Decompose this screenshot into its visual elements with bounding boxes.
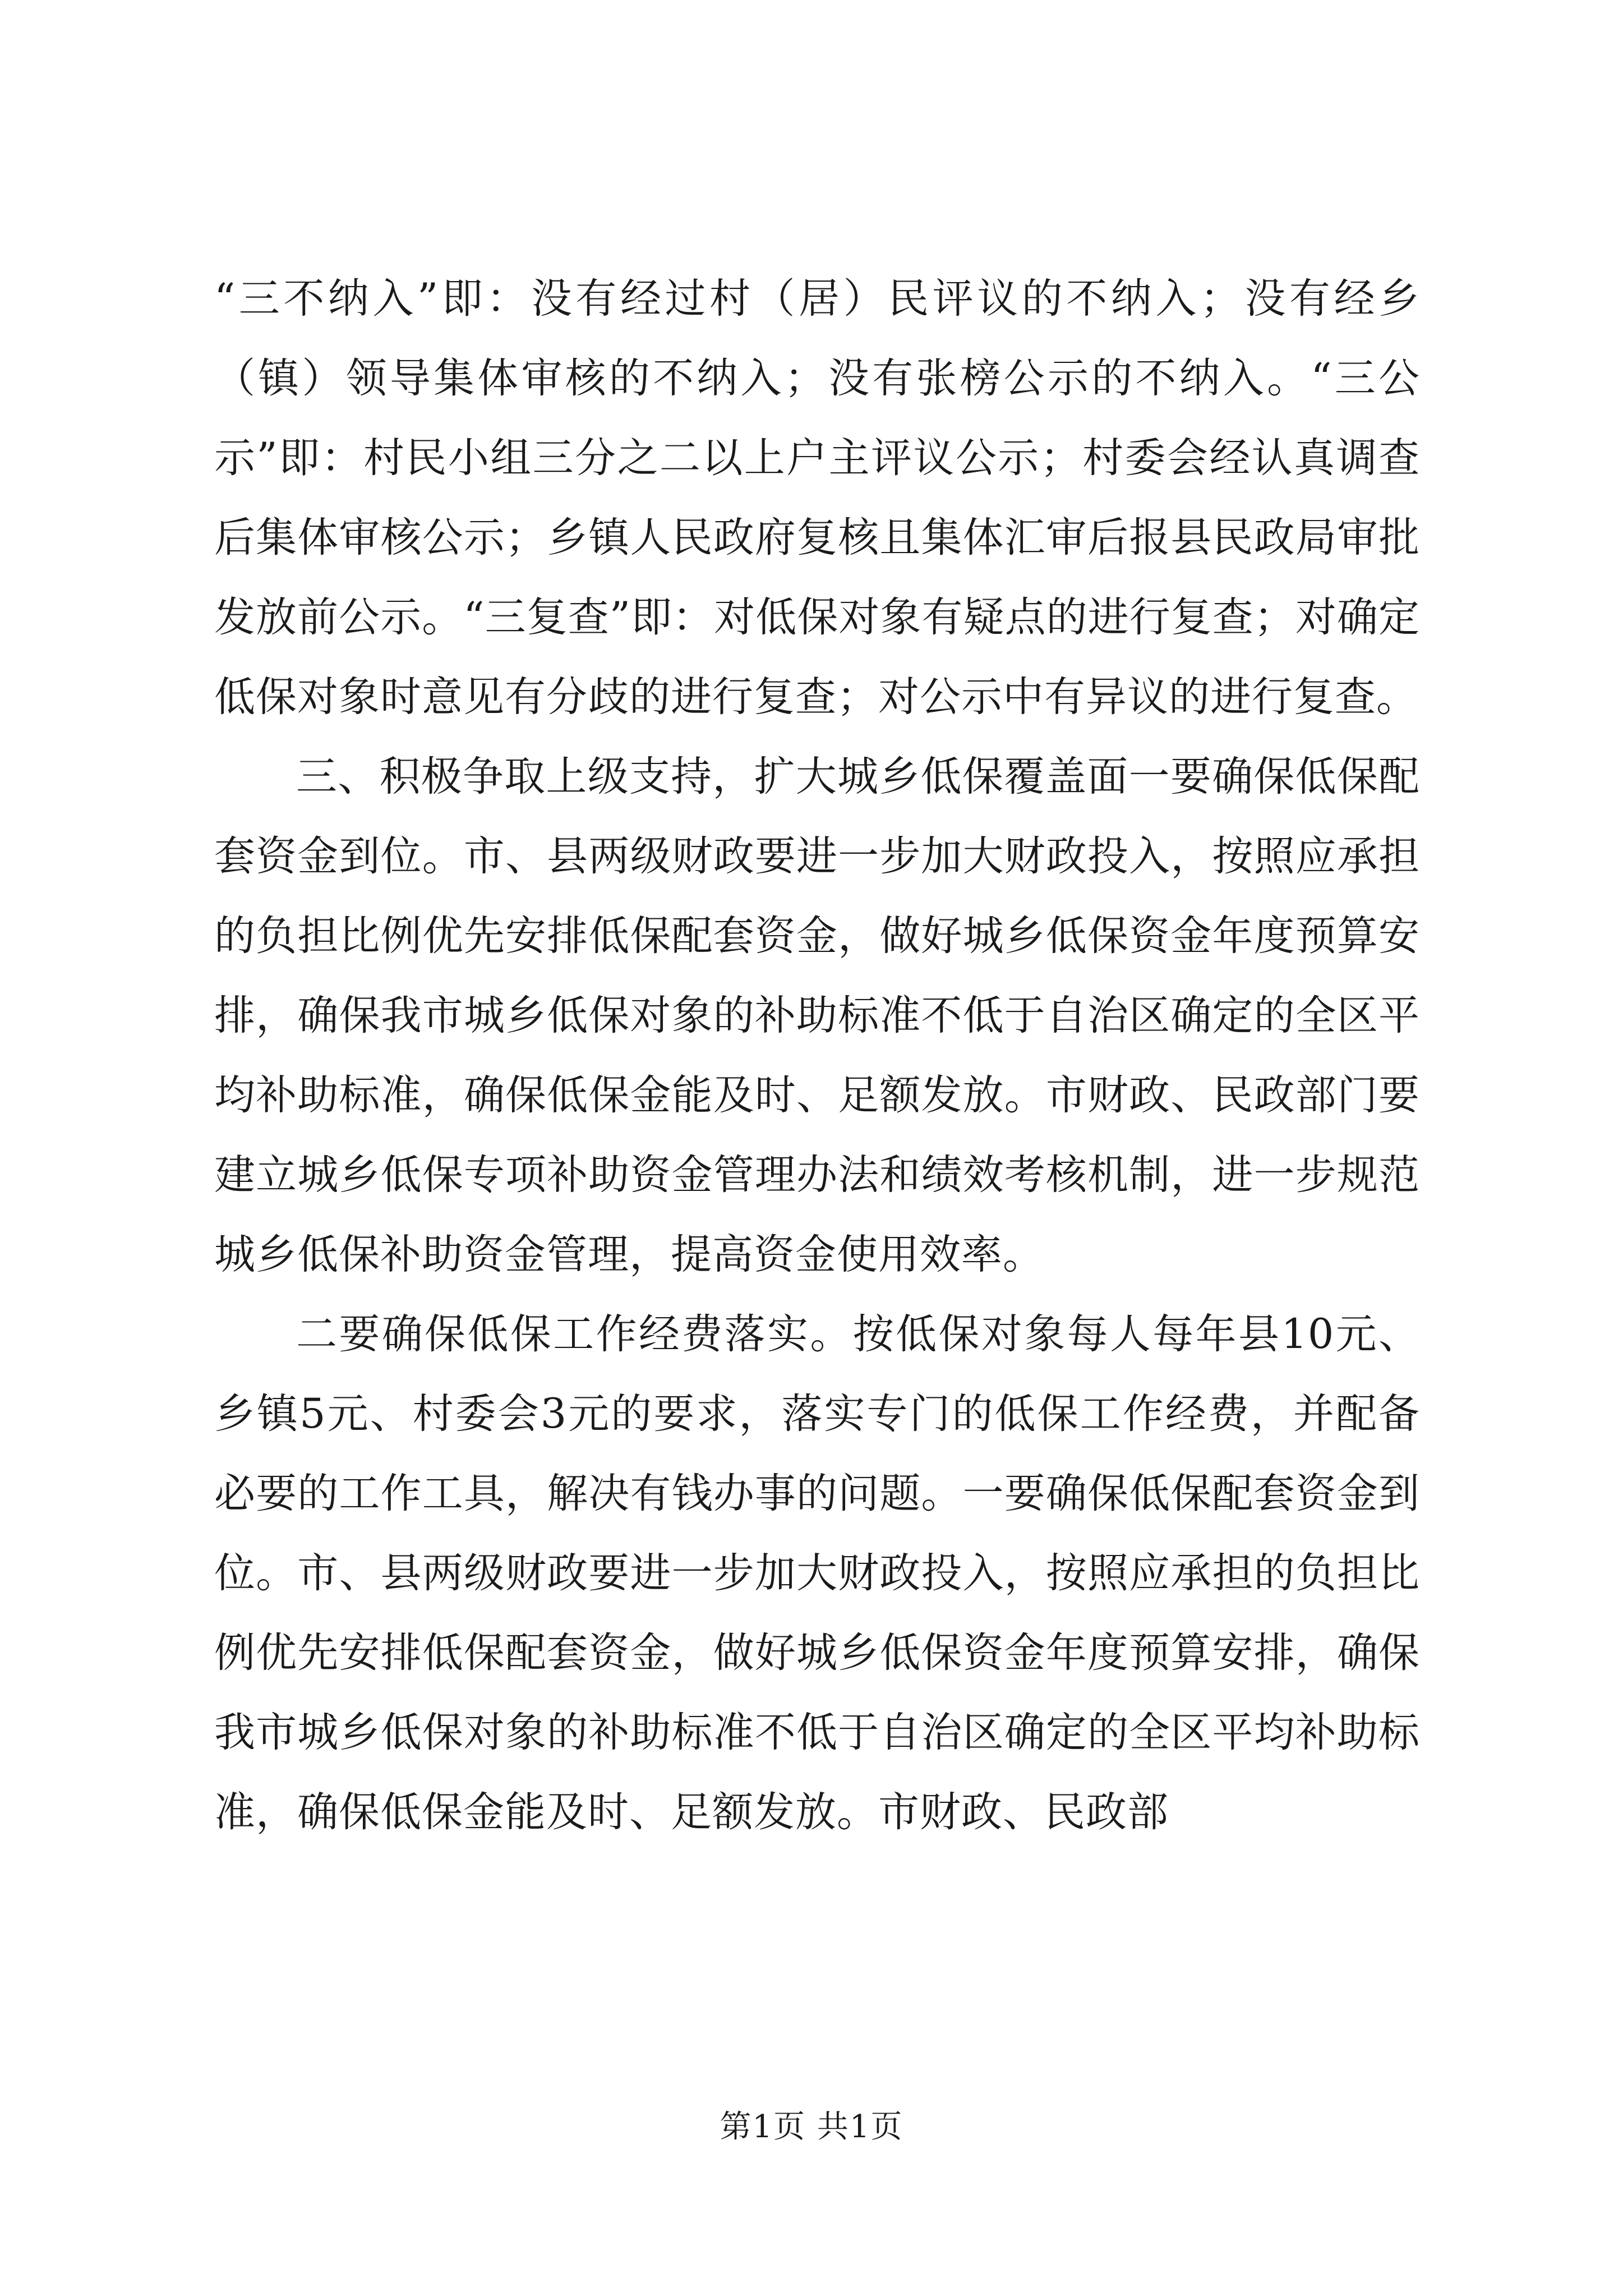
paragraph-work-funding: 二要确保低保工作经费落实。按低保对象每人每年县10元、乡镇5元、村委会3元的要求，落实专门的低保工作经费，并配备必要的工作工具，解决有钱办事的问题。一要确保低保配套资金到位。市、县两级财政要进一步加大财政投入，按照应承担的负担比例优先安排低保配套资金，做好城乡低保资金年度预算安排，确保我市城乡低保对象的补助标准不低于自治区确定的全区平均补助标准，确保低保金能及时、足额发放。市财政、民政部 — [214, 1310, 1420, 1836]
paragraph-section-three: 三、积极争取上级支持，扩大城乡低保覆盖面一要确保低保配套资金到位。市、县两级财政要进一步加大财政投入，按照应承担的负担比例优先安排低保配套资金，做好城乡低保资金年度预算安排，确保我市城乡低保对象的补助标准不低于自治区确定的全区平均补助标准，确保低保金能及时、足额发放。市财政、民政部门要建立城乡低保专项补助资金管理办法和绩效考核机制，进一步规范城乡低保补助资金管理，提高资金使用效率。 — [214, 753, 1420, 1278]
page-number-footer: 第1页 共1页 — [720, 2109, 903, 2145]
document-body — [214, 259, 1420, 1852]
paragraph-three-rules: “三不纳入”即：没有经过村（居）民评议的不纳入；没有经乡（镇）领导集体审核的不纳入；没有张榜公示的不纳入。“三公示”即：村民小组三分之二以上户主评议公示；村委会经认真调查后集体审核公示；乡镇人民政府复核且集体汇审后报县民政局审批发放前公示。“三复查”即：对低保对象有疑点的进行复查；对确定低保对象时意见有分歧的进行复查；对公示中有异议的进行复查。 — [214, 275, 1420, 721]
